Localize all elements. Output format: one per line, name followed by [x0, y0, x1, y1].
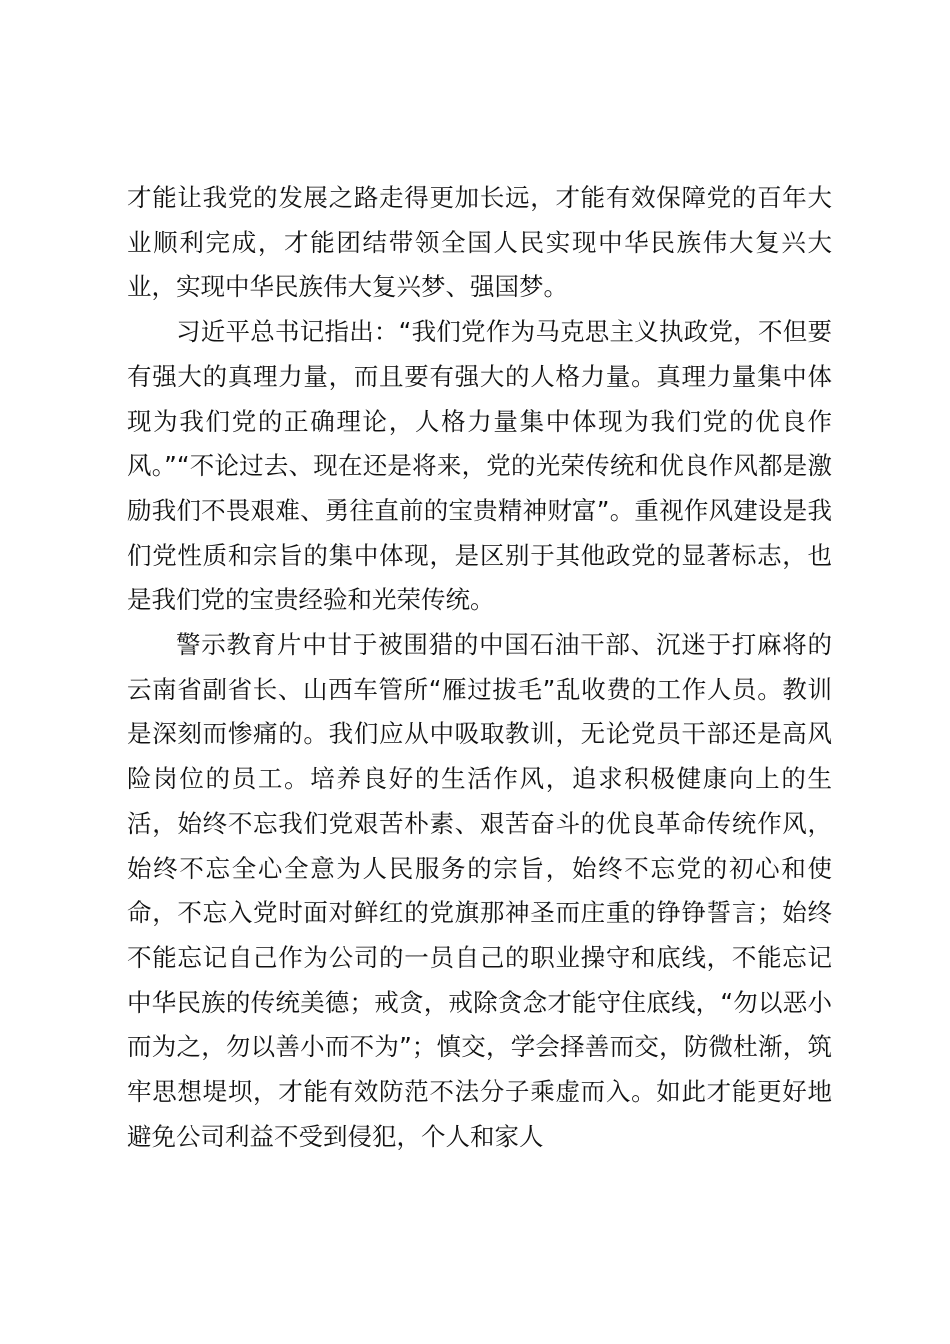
paragraph-2: 习近平总书记指出：“我们党作为马克思主义执政党，不但要有强大的真理力量，而且要有强大的人格力量。真理力量集中体现为我们党的正确理论，人格力量集中体现为我们党的优良作风。”“不论过去、现在还是将来，党的光荣传统和优良作风都是激励我们不畏艰难、勇往直前的宝贵精神财富”。重视作风建设是我们党性质和宗旨的集中体现，是区别于其他政党的显著标志，也是我们党的宝贵经验和光荣传统。 — [127, 317, 832, 615]
paragraph-1: 才能让我党的发展之路走得更加长远，才能有效保障党的百年大业顺利完成，才能团结带领全国人民实现中华民族伟大复兴大业，实现中华民族伟大复兴梦、强国梦。 — [127, 183, 832, 302]
paragraph-3: 警示教育片中甘于被围猎的中国石油干部、沉迷于打麻将的云南省副省长、山西车管所“雁过拔毛”乱收费的工作人员。教训是深刻而惨痛的。我们应从中吸取教训，无论党员干部还是高风险岗位的员工。培养良好的生活作风，追求积极健康向上的生活，始终不忘我们党艰苦朴素、艰苦奋斗的优良革命传统作风，始终不忘全心全意为人民服务的宗旨，始终不忘党的初心和使命，不忘入党时面对鲜红的党旗那神圣而庄重的铮铮誓言；始终不能忘记自己作为公司的一员自己的职业操守和底线，不能忘记中华民族的传统美德；戒贪，戒除贪念才能守住底线，“勿以恶小而为之，勿以善小而不为”；慎交，学会择善而交，防微杜渐，筑牢思想堤坝，才能有效防范不法分子乘虚而入。如此才能更好地避免公司利益不受到侵犯，个人和家人 — [127, 630, 832, 1151]
document-body — [127, 176, 832, 1159]
